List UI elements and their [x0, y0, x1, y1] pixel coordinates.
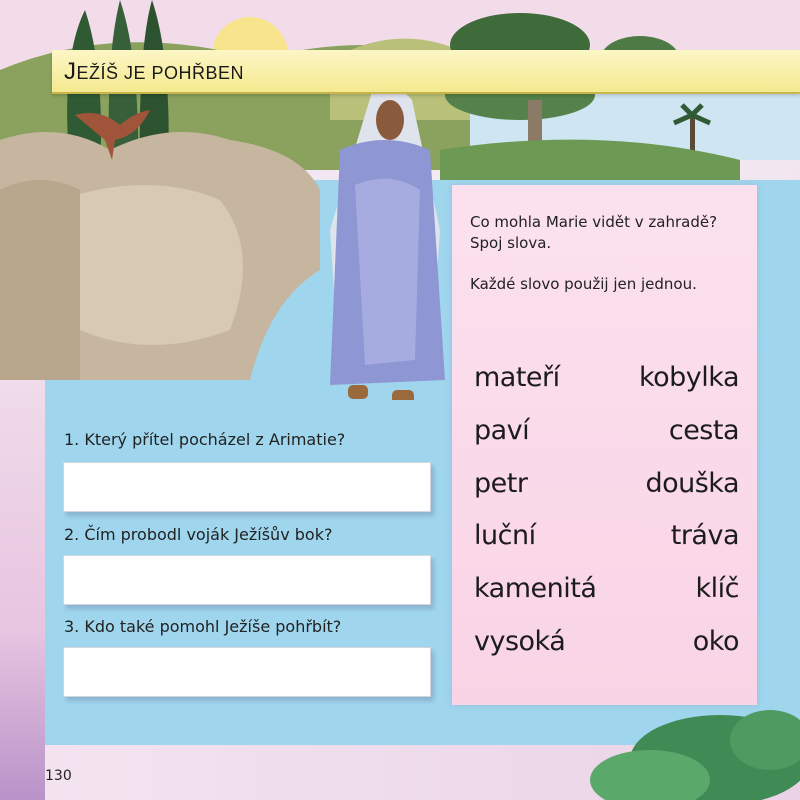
left-band — [0, 380, 45, 800]
word-right-4[interactable]: tráva — [670, 520, 739, 551]
answer-box-3[interactable] — [63, 647, 431, 697]
rock-highlight — [60, 185, 243, 345]
instruction-line-2: Spoj slova. — [470, 234, 552, 252]
mary-foot-left — [348, 385, 368, 399]
word-left-5[interactable]: kamenitá — [474, 573, 597, 604]
title-initial: J — [64, 58, 77, 85]
title-part-1: EŽÍŠ — [76, 63, 125, 83]
bottom-foliage — [570, 700, 800, 800]
instruction-line-3: Každé slovo použij jen jednou. — [470, 275, 697, 293]
word-right-3[interactable]: douška — [645, 468, 739, 499]
word-left-6[interactable]: vysoká — [474, 626, 566, 657]
word-right-6[interactable]: oko — [692, 626, 739, 657]
question-2: 2. Čím probodl voják Ježíšův bok? — [64, 525, 333, 544]
word-left-4[interactable]: luční — [474, 520, 536, 551]
mary-face — [376, 100, 404, 140]
word-left-2[interactable]: paví — [474, 415, 530, 446]
mary-foot-right — [392, 390, 414, 400]
question-3: 3. Kdo také pomohl Ježíše pohřbít? — [64, 617, 342, 636]
page-number: 130 — [45, 768, 72, 784]
page-title — [64, 58, 244, 86]
word-right-1[interactable]: kobylka — [638, 362, 739, 393]
title-bar — [52, 50, 800, 94]
word-right-5[interactable]: klíč — [695, 573, 739, 604]
mary-robe-light — [355, 179, 420, 365]
rock-left — [0, 180, 80, 380]
answer-box-2[interactable] — [63, 555, 431, 605]
word-left-3[interactable]: petr — [474, 468, 528, 499]
question-1: 1. Který přítel pocházel z Arimatie? — [64, 430, 346, 449]
instruction-line-1: Co mohla Marie vidět v zahradě? — [470, 213, 718, 231]
word-left-1[interactable]: mateří — [474, 362, 560, 393]
word-right-2[interactable]: cesta — [668, 415, 739, 446]
answer-box-1[interactable] — [63, 462, 431, 512]
title-part-2: JE POHŘBEN — [124, 63, 245, 83]
